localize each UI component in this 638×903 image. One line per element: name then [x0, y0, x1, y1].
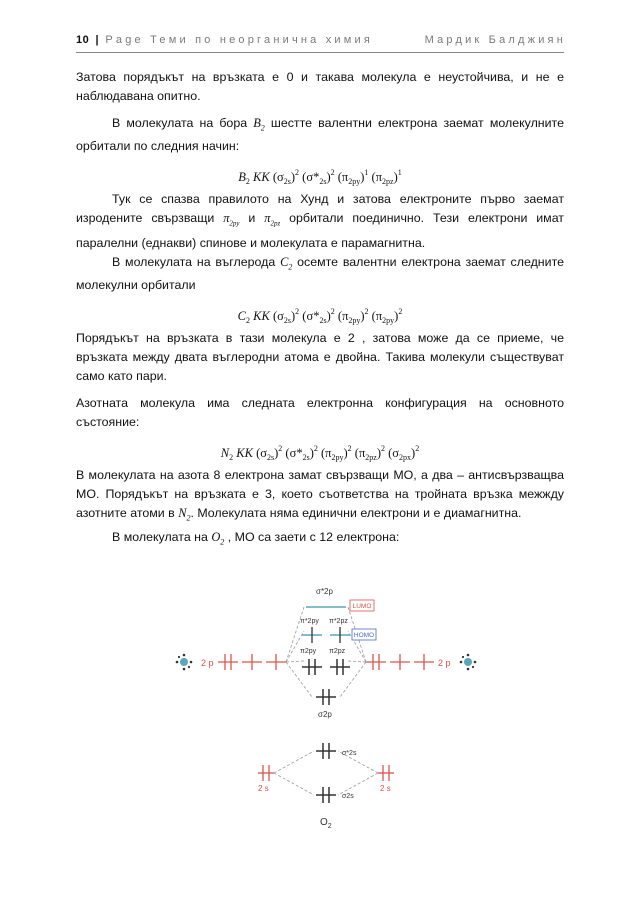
formula-term-symbol: π: [375, 309, 383, 324]
formula-term-symbol: σ: [276, 170, 284, 185]
label-2p-right: 2 p: [438, 658, 451, 668]
text: осемте валентни електрона заемат следните молекулни орбитали: [76, 254, 564, 293]
formula-term-subscript: 2py: [348, 316, 361, 326]
correlation-lines-2s: [274, 751, 378, 795]
formula-term-symbol: σ: [392, 446, 400, 461]
text: и: [239, 211, 265, 226]
formula-term-superscript: 2: [313, 444, 318, 454]
pi-subscript: 2pz: [270, 219, 281, 228]
right-oxygen-atom-icon: [460, 654, 477, 671]
formula-molecule-subscript: 2: [246, 316, 251, 326]
formula-molecule: C: [237, 309, 247, 324]
page-number: 10: [76, 34, 90, 46]
formula-kk: KK: [253, 309, 270, 324]
formula-term-subscript: 2px: [399, 453, 412, 463]
formula-term-superscript: 2: [330, 307, 335, 317]
paragraph-8: [76, 528, 564, 551]
level-sigma-star-2s: [316, 743, 336, 759]
level-sigma-2p: [316, 689, 336, 705]
left-oxygen-atom-icon: [176, 654, 193, 671]
lumo-label: LUMO: [352, 603, 372, 610]
molecule-label: [320, 817, 332, 830]
text: орбитали поединично. Тези електрони имат паралелни (еднакви) спинове и молекулата е парамагнитна.: [76, 211, 564, 250]
formula-term-superscript: 2: [415, 444, 420, 454]
molecule-symbol: B: [253, 116, 261, 130]
formula-term-subscript: 2s: [283, 177, 291, 187]
label-2s-right: 2 s: [380, 784, 391, 793]
label-sigma-2p: σ2p: [318, 710, 332, 719]
text: , МО са заети с 12 електрона:: [224, 529, 400, 544]
formula-n2: $N_2$ KK $(\sigma_{2s})^2$ $(\sigma*_{2s})^2$ $(\pi_{2py})^2$ $(\pi_{2pz})^2$ $(\sigma_{2px})^2$: [220, 444, 420, 463]
left-2p-levels: [218, 654, 286, 670]
formula-term-subscript: 2s: [283, 316, 291, 326]
page-body: [76, 68, 564, 551]
text: шестте валентни електрона заемат молекулните орбитали по следния начин:: [76, 116, 564, 154]
formula-molecule: N: [220, 446, 230, 461]
formula-kk: KK: [253, 170, 270, 185]
formula-term-symbol: π: [325, 446, 332, 461]
label-2p-left: 2 p: [201, 658, 214, 668]
author-name: Мардик Балджиян: [424, 34, 566, 46]
formula-term-superscript: 2: [295, 307, 300, 317]
paragraph-5: Порядъкът на връзката в тази молекула е 2 , затова може да се приеме, че връзката между двата въглеродни атома е двойна. Такива молекули съществуват само като пари.: [76, 331, 564, 384]
formula-c2: $C_2$ KK $(\sigma_{2s})^2$ $(\sigma*_{2s})^2$ $(\pi_{2py})^2$ $(\pi_{2py})^2$: [237, 307, 403, 326]
label-sigma-star-2s: σ*2s: [342, 750, 357, 757]
text: В молекулата на: [112, 529, 212, 544]
paragraph-1: Затова порядъкът на връзката е 0 и такава молекула е неустойчива, и не е наблюдавана опитно.: [76, 70, 564, 103]
formula-term-superscript: 2: [398, 307, 403, 317]
text: В молекулата на бора: [112, 116, 254, 130]
label-pi-2py: π2py: [300, 648, 317, 655]
formula-term-subscript: 2pz: [382, 177, 394, 187]
text: В молекулата на азота 8 електрона замат свързващи МО, а два – антисвързващва МО. Порядъкът на връзката е 3, което съответства на тройната връзка межжду азотните атоми в: [76, 468, 564, 521]
formula-molecule: B: [238, 170, 246, 185]
formula-term-subscript: 2py: [382, 316, 395, 326]
homo-label: HOMO: [353, 632, 375, 639]
paragraph-3: [76, 190, 564, 252]
header-divider: [76, 52, 564, 53]
molecule-subscript: 2: [260, 123, 265, 133]
mo-diagram-svg: [166, 583, 486, 838]
formula-term-symbol: π: [375, 170, 383, 185]
label-sigma-star-2p: σ*2p: [316, 587, 333, 596]
formula-term-superscript: 1: [364, 168, 369, 178]
label-pi-star-2py: π*2py: [300, 618, 319, 625]
formula-term-subscript: 2s: [302, 453, 310, 463]
right-2p-levels: [366, 654, 434, 670]
formula-term-symbol: π: [341, 170, 349, 185]
text: Тук се спазва правилото на Хунд и затова електроните първо заемат изродените свързващи: [76, 192, 564, 226]
molecule-symbol: O: [211, 529, 221, 544]
formula-term-subscript: 2s: [319, 177, 327, 187]
page-header: [76, 34, 566, 46]
o2-mo-diagram: [166, 583, 486, 838]
header-separator: |: [95, 34, 100, 46]
molecule-symbol: C: [280, 254, 289, 269]
molecule-subscript: 2: [220, 537, 225, 547]
page-label: Page Теми по неорганична химия: [105, 34, 374, 46]
formula-term-superscript: 2: [364, 307, 369, 317]
formula-term-symbol: σ: [277, 309, 284, 324]
molecule-subscript: 2: [327, 823, 332, 830]
paragraph-2: [76, 114, 564, 156]
formula-term-subscript: 2pz: [365, 453, 377, 463]
molecule-subscript: 2: [186, 513, 191, 523]
text: В молекулата на въглерода: [112, 254, 281, 269]
formula-term-symbol: σ: [260, 446, 267, 461]
label-pi-star-2pz: π*2pz: [329, 618, 348, 625]
pi-symbol: π: [264, 211, 271, 226]
formula-term-superscript: 2: [295, 168, 300, 178]
formula-molecule-subscript: 2: [245, 177, 250, 187]
formula-kk: KK: [236, 446, 253, 461]
label-2s-left: 2 s: [258, 784, 269, 793]
formula-term-symbol: σ*: [289, 446, 303, 461]
formula-term-subscript: 2s: [266, 453, 275, 463]
formula-term-superscript: 2: [330, 168, 335, 178]
levels-pi-2p: [302, 659, 350, 675]
molecule-symbol: O: [320, 817, 328, 828]
formula-term-subscript: 2py: [348, 177, 361, 187]
formula-term-superscript: 1: [397, 168, 402, 178]
correlation-lines-2p: [286, 607, 366, 697]
label-sigma-2s: σ2s: [342, 793, 354, 800]
formula-term-superscript: 2: [278, 444, 283, 454]
text: . Молекулата няма единични електрони и е диамагнитна.: [190, 506, 522, 521]
formula-term-subscript: 2s: [319, 316, 327, 326]
molecule-subscript: 2: [288, 262, 293, 272]
formula-term-symbol: σ*: [306, 309, 320, 324]
formula-term-superscript: 2: [347, 444, 352, 454]
formula-term-subscript: 2py: [331, 453, 344, 463]
formula-term-symbol: π: [358, 446, 366, 461]
atomic-2s-levels: [258, 765, 394, 781]
pi-subscript: 2py: [229, 219, 240, 228]
formula-molecule-subscript: 2: [229, 453, 234, 463]
paragraph-6: Азотната молекула има следната електронна конфигурация на основното състояние:: [76, 396, 564, 430]
level-sigma-2s: [316, 787, 336, 803]
molecule-symbol: N: [178, 506, 187, 521]
paragraph-4: [76, 253, 564, 295]
formula-term-symbol: σ*: [306, 170, 320, 185]
label-pi-2pz: π2pz: [329, 648, 346, 655]
paragraph-7: [76, 466, 564, 527]
formula-b2: $B_2$ KK $(\sigma_{2s})^2$ $(\sigma*_{2s})^2$ $(\pi_{2py})^1$ $(\pi_{2pz})^1$: [238, 168, 402, 187]
pi-symbol: π: [223, 211, 230, 226]
formula-term-symbol: π: [342, 309, 349, 324]
formula-term-superscript: 2: [381, 444, 385, 454]
